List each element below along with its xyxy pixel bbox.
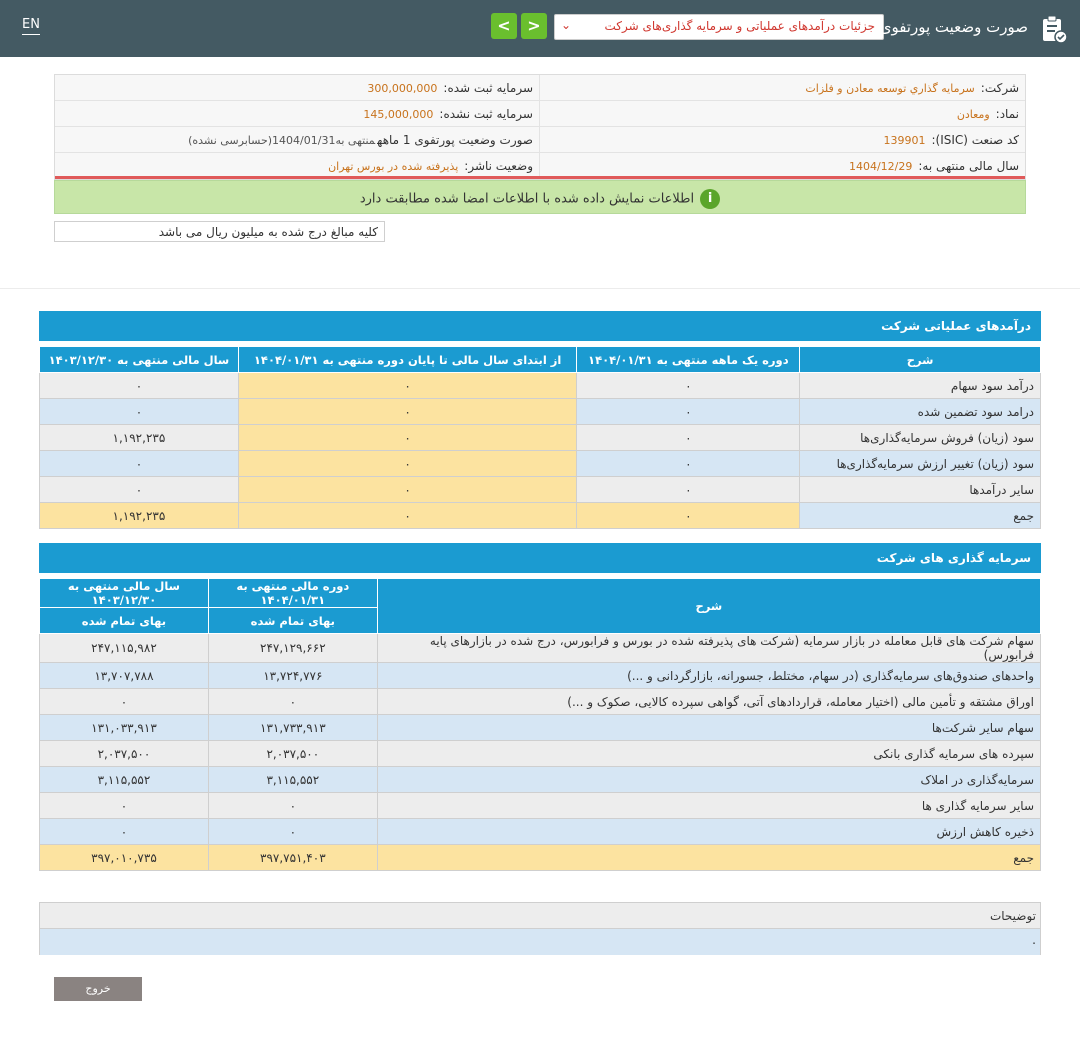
- column-subheader: بهای تمام شده: [40, 608, 209, 634]
- table-row: سهام سایر شرکت‌ها ۱۳۱,۷۳۳,۹۱۳ ۱۳۱,۰۳۳,۹۱۳: [40, 715, 1041, 741]
- table-row: سپرده های سرمایه گذاری بانکی ۲,۰۳۷,۵۰۰ ۲,۰۳۷,۵۰۰: [40, 741, 1041, 767]
- report-value: منتهی به1404/01/31(حسابرسی نشده): [188, 134, 376, 147]
- report-type-select-value: جزئیات درآمدهای عملیاتی و سرمایه گذاری‌های شرکت: [604, 19, 875, 33]
- column-subheader: بهای تمام شده: [208, 608, 377, 634]
- column-header: دوره یک ماهه منتهی به ۱۴۰۴/۰۱/۳۱: [577, 347, 800, 373]
- table-row: درآمد سود سهام ۰ ۰ ۰: [40, 373, 1041, 399]
- previous-report-button[interactable]: <: [491, 13, 517, 39]
- company-label: شرکت:: [980, 81, 1019, 95]
- unit-note: کلیه مبالغ درج شده به میلیون ریال می باشد: [54, 221, 385, 242]
- table-row: سهام شرکت های قابل معامله در بازار سرمایه (شرکت های پذیرفته شده در بورس و فرابورس، درج شده در بازارهای پایه فرابورس) ۲۴۷,۱۲۹,۶۶۲ ۲۴۷,۱۱۵,۹۸۲: [40, 634, 1041, 663]
- investments-table: [39, 578, 1041, 871]
- column-header: شرح: [377, 579, 1040, 634]
- company-value: سرمایه گذاري توسعه معادن و فلزات: [805, 82, 975, 95]
- column-header: از ابتدای سال مالی تا پایان دوره منتهی به ۱۴۰۴/۰۱/۳۱: [238, 347, 577, 373]
- fiscal-year-label: سال مالی منتهی به:: [918, 159, 1019, 173]
- company-info-panel: [54, 74, 1026, 214]
- column-header: سال مالی منتهی به ۱۴۰۳/۱۲/۳۰: [40, 347, 239, 373]
- publisher-status-label: وضعیت ناشر:: [464, 159, 533, 173]
- notes-title: توضیحات: [40, 903, 1040, 929]
- report-type-select[interactable]: [554, 14, 884, 40]
- column-header: سال مالی منتهی به ۱۴۰۳/۱۲/۳۰: [40, 579, 209, 608]
- table-row: سرمایه‌گذاری در املاک ۳,۱۱۵,۵۵۲ ۳,۱۱۵,۵۵۲: [40, 767, 1041, 793]
- registered-capital-value: 300,000,000: [367, 82, 438, 95]
- operating-income-title: درآمدهای عملیاتی شرکت: [39, 311, 1041, 341]
- report-label: صورت وضعیت پورتفوی 1 ماهه: [377, 133, 533, 147]
- table-row: ذخیره کاهش ارزش ۰ ۰: [40, 819, 1041, 845]
- notes-body: .: [40, 929, 1040, 955]
- symbol-value[interactable]: ومعادن: [956, 108, 990, 121]
- table-row: سایر سرمایه گذاری ها ۰ ۰: [40, 793, 1041, 819]
- chevron-down-icon: ⌄: [561, 18, 572, 32]
- next-report-button[interactable]: >: [521, 13, 547, 39]
- table-row: اوراق مشتقه و تأمین مالی (اختیار معامله، قراردادهای آتی، گواهی سپرده کالایی، صکوک و ...) ۰ ۰: [40, 689, 1041, 715]
- table-row: واحدهای صندوق‌های سرمایه‌گذاری (در سهام، مختلط، جسورانه، بازارگردانی و ...) ۱۳,۷۲۴,۷۷۶ ۱۳,۷۰۷,۷۸۸: [40, 663, 1041, 689]
- language-toggle[interactable]: EN: [22, 17, 40, 35]
- total-row: جمع ۳۹۷,۷۵۱,۴۰۳ ۳۹۷,۰۱۰,۷۳۵: [40, 845, 1041, 871]
- operating-income-table: [39, 346, 1041, 529]
- investments-title: سرمایه گذاری های شرکت: [39, 543, 1041, 573]
- isic-label: کد صنعت (ISIC):: [931, 133, 1019, 147]
- divider: [0, 288, 1080, 289]
- exit-button[interactable]: خروج: [54, 977, 142, 1001]
- page-title: صورت وضعیت پورتفوی: [879, 18, 1028, 36]
- clipboard-icon: [1040, 14, 1068, 44]
- column-header: شرح: [800, 347, 1041, 373]
- column-header: دوره مالی منتهی به ۱۴۰۴/۰۱/۳۱: [208, 579, 377, 608]
- table-row: سود (زیان) فروش سرمایه‌گذاری‌ها ۰ ۰ ۱,۱۹۲,۲۳۵: [40, 425, 1041, 451]
- publisher-status-value: پذیرفته شده در بورس تهران: [328, 160, 459, 173]
- fiscal-year-value: 1404/12/29: [848, 160, 913, 173]
- registered-capital-label: سرمایه ثبت شده:: [443, 81, 533, 95]
- symbol-label: نماد:: [995, 107, 1019, 121]
- verification-notice-text: اطلاعات نمایش داده شده با اطلاعات امضا شده مطابقت دارد: [359, 191, 695, 207]
- table-row: سود (زیان) تغییر ارزش سرمایه‌گذاری‌ها ۰ ۰ ۰: [40, 451, 1041, 477]
- info-icon: i: [700, 189, 720, 209]
- total-row: جمع ۰ ۰ ۱,۱۹۲,۲۳۵: [40, 503, 1041, 529]
- unregistered-capital-label: سرمایه ثبت نشده:: [439, 107, 533, 121]
- unregistered-capital-value: 145,000,000: [363, 108, 434, 121]
- top-bar: [0, 0, 1080, 57]
- notes-panel: [39, 902, 1041, 955]
- table-row: سایر درآمدها ۰ ۰ ۰: [40, 477, 1041, 503]
- isic-value: 139901: [883, 134, 926, 147]
- table-row: درامد سود تضمین شده ۰ ۰ ۰: [40, 399, 1041, 425]
- verification-notice: [54, 180, 1026, 214]
